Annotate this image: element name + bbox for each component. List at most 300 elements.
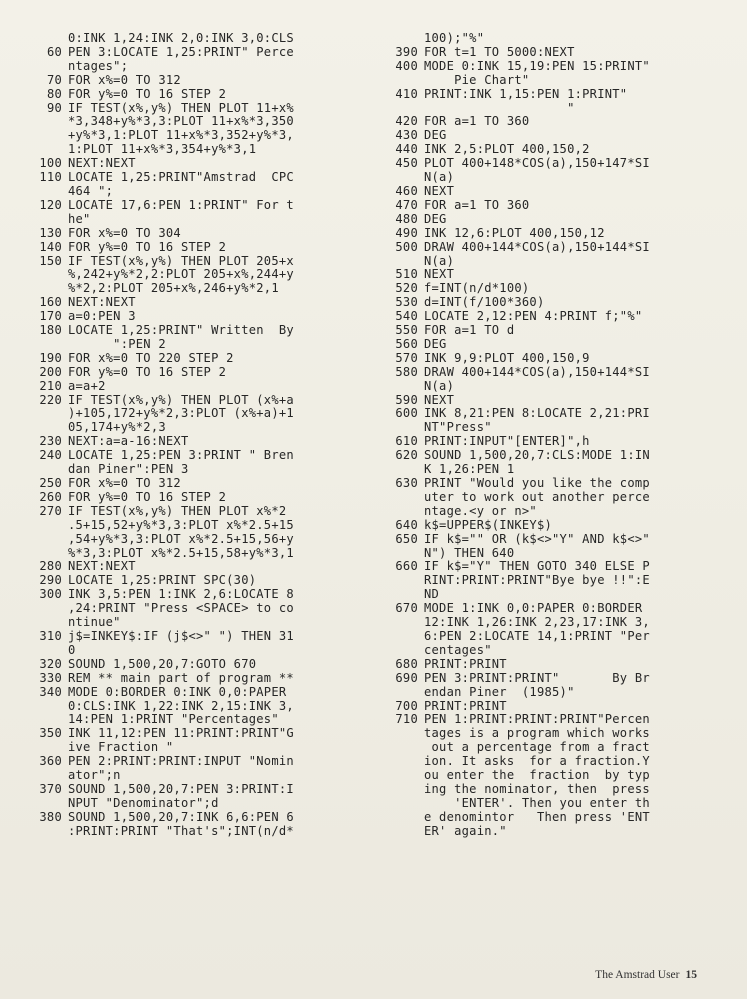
code-text: SOUND 1,500,20,7:GOTO 670 <box>68 656 257 671</box>
line-number <box>26 519 68 533</box>
code-text: LOCATE 17,6:PEN 1:PRINT" For t <box>68 197 294 212</box>
code-line <box>26 713 356 727</box>
code-line <box>382 713 712 727</box>
line-number: 210 <box>39 378 62 393</box>
line-number: 630 <box>395 476 418 490</box>
code-line <box>26 115 356 129</box>
code-line <box>26 88 356 102</box>
code-line <box>26 477 356 491</box>
code-line <box>26 519 356 533</box>
code-text: ou enter the fraction by typ <box>424 768 650 783</box>
line-number <box>26 213 68 227</box>
line-number: 600 <box>395 406 418 421</box>
code-text: DRAW 400+144*COS(a),150+144*SI <box>424 239 650 254</box>
line-number <box>382 825 424 839</box>
code-text: NT"Press" <box>424 420 492 435</box>
code-line <box>26 199 356 213</box>
code-text: REM ** main part of program ** <box>68 670 294 685</box>
line-number: 480 <box>395 211 418 226</box>
code-text: K 1,26:PEN 1 <box>424 462 515 477</box>
code-text: PRINT:PRINT <box>424 698 507 713</box>
code-line <box>26 574 356 588</box>
code-text: IF TEST(x%,y%) THEN PLOT x%*2 <box>68 503 287 518</box>
code-line <box>382 115 712 129</box>
line-number: 540 <box>395 309 418 324</box>
code-line <box>382 644 712 658</box>
code-line <box>26 547 356 561</box>
line-number <box>26 129 68 143</box>
line-number: 570 <box>395 350 418 365</box>
line-number <box>382 811 424 825</box>
code-line <box>382 741 712 755</box>
code-text: :PRINT:PRINT "That's";INT(n/d* <box>68 823 294 838</box>
line-number <box>26 421 68 435</box>
line-number <box>26 713 68 727</box>
code-line <box>26 741 356 755</box>
publication-name: The Amstrad User <box>595 969 680 981</box>
code-line <box>382 157 712 171</box>
code-line <box>382 46 712 60</box>
line-number: 500 <box>395 239 418 254</box>
code-text: NEXT:a=a-16:NEXT <box>68 434 189 449</box>
code-text: PEN 2:PRINT:PRINT:INPUT "Nomin <box>68 754 294 769</box>
code-line <box>382 672 712 686</box>
code-text: endan Piner (1985)" <box>424 684 575 699</box>
line-number: 280 <box>39 559 62 574</box>
code-line <box>26 60 356 74</box>
code-line <box>382 491 712 505</box>
code-line <box>26 630 356 644</box>
code-line <box>382 533 712 547</box>
code-text: PEN 1:PRINT:PRINT:PRINT"Percen <box>424 712 650 727</box>
code-line <box>26 769 356 783</box>
code-line <box>26 32 356 46</box>
code-text: ,54+y%*3,3:PLOT x%*2.5+15,56+y <box>68 531 294 546</box>
code-line <box>26 310 356 324</box>
code-text: NPUT "Denominator";d <box>68 795 219 810</box>
code-line <box>26 602 356 616</box>
line-number <box>382 783 424 797</box>
line-number <box>382 755 424 769</box>
code-text: ing the nominator, then press <box>424 781 650 796</box>
line-number <box>382 588 424 602</box>
line-number: 200 <box>39 364 62 379</box>
line-number: 290 <box>39 573 62 588</box>
code-line <box>382 129 712 143</box>
line-number: 470 <box>395 197 418 212</box>
code-text: FOR x%=0 TO 312 <box>68 476 181 490</box>
line-number <box>26 769 68 783</box>
line-number: 640 <box>395 517 418 532</box>
code-line <box>382 60 712 74</box>
line-number: 430 <box>395 128 418 143</box>
line-number <box>382 797 424 811</box>
code-text: %,242+y%*2,2:PLOT 205+x%,244+y <box>68 267 294 282</box>
code-text: ntage.<y or n>" <box>424 503 537 518</box>
line-number <box>382 102 424 116</box>
line-number: 450 <box>395 156 418 171</box>
line-number <box>382 574 424 588</box>
code-line <box>26 686 356 700</box>
code-line <box>26 366 356 380</box>
code-text: ND <box>424 587 440 602</box>
code-line <box>26 171 356 185</box>
line-number: 680 <box>395 656 418 671</box>
code-line <box>382 602 712 616</box>
code-line <box>26 352 356 366</box>
code-text: ,24:PRINT "Press <SPACE> to co <box>68 601 294 616</box>
line-number: 590 <box>395 392 418 407</box>
line-number: 400 <box>395 58 418 73</box>
line-number: 560 <box>395 336 418 351</box>
code-text: ER' again." <box>424 823 507 838</box>
code-line <box>26 255 356 269</box>
code-text: NEXT <box>424 183 455 198</box>
code-line <box>382 463 712 477</box>
code-text: FOR x%=0 TO 304 <box>68 225 181 240</box>
code-line <box>382 686 712 700</box>
code-text: PRINT:INPUT"[ENTER]",h <box>424 434 590 449</box>
code-text: INK 9,9:PLOT 400,150,9 <box>424 350 590 365</box>
line-number <box>382 380 424 394</box>
code-text: FOR a=1 TO d <box>424 323 515 338</box>
line-number: 510 <box>395 267 418 282</box>
code-line <box>382 185 712 199</box>
code-line <box>26 533 356 547</box>
code-text: INK 3,5:PEN 1:INK 2,6:LOCATE 8 <box>68 587 294 602</box>
code-text: NEXT <box>424 267 455 282</box>
code-line <box>382 338 712 352</box>
code-text: INK 11,12:PEN 11:PRINT:PRINT"G <box>68 726 294 741</box>
line-number: 410 <box>395 86 418 101</box>
line-number: 690 <box>395 670 418 685</box>
line-number <box>382 255 424 269</box>
line-number: 460 <box>395 183 418 198</box>
code-line <box>26 102 356 116</box>
line-number <box>382 74 424 88</box>
code-line <box>382 825 712 839</box>
code-line <box>26 324 356 338</box>
line-number <box>26 407 68 421</box>
code-line <box>382 255 712 269</box>
code-line <box>26 296 356 310</box>
code-text: DEG <box>424 211 447 226</box>
code-text: LOCATE 1,25:PRINT SPC(30) <box>68 573 257 588</box>
code-line <box>26 143 356 157</box>
code-line <box>382 658 712 672</box>
code-line <box>26 588 356 602</box>
code-line <box>382 755 712 769</box>
code-text: dan Piner":PEN 3 <box>68 462 189 477</box>
code-line <box>26 825 356 839</box>
code-text: )+105,172+y%*2,3:PLOT (x%+a)+1 <box>68 406 294 421</box>
code-text: PEN 3:PRINT:PRINT" By Br <box>424 670 650 685</box>
line-number <box>382 630 424 644</box>
line-number: 530 <box>395 295 418 310</box>
code-line <box>26 672 356 686</box>
line-number: 310 <box>39 628 62 643</box>
code-text: FOR t=1 TO 5000:NEXT <box>424 44 575 59</box>
code-line <box>26 268 356 282</box>
line-number <box>382 171 424 185</box>
line-number <box>382 727 424 741</box>
code-text: INK 12,6:PLOT 400,150,12 <box>424 225 605 240</box>
code-text: IF TEST(x%,y%) THEN PLOT 11+x% <box>68 100 294 115</box>
line-number <box>26 282 68 296</box>
right-code-column <box>382 32 712 839</box>
code-text: 6:PEN 2:LOCATE 14,1:PRINT "Per <box>424 628 650 643</box>
code-text: N") THEN 640 <box>424 545 515 560</box>
code-text: NEXT:NEXT <box>68 559 136 574</box>
line-number <box>382 491 424 505</box>
code-text: *3,348+y%*3,3:PLOT 11+x%*3,350 <box>68 114 294 129</box>
code-text: RINT:PRINT:PRINT"Bye bye !!":E <box>424 573 650 588</box>
code-line <box>382 32 712 46</box>
code-text: ion. It asks for a fraction.Y <box>424 754 650 769</box>
line-number <box>26 185 68 199</box>
code-text: 05,174+y%*2,3 <box>68 420 166 435</box>
line-number <box>382 505 424 519</box>
line-number <box>382 686 424 700</box>
code-text: INK 2,5:PLOT 400,150,2 <box>424 142 590 157</box>
code-text: INK 8,21:PEN 8:LOCATE 2,21:PRI <box>424 406 650 421</box>
code-line <box>382 797 712 811</box>
code-line <box>382 435 712 449</box>
code-text: PRINT:PRINT <box>424 656 507 671</box>
line-number <box>382 421 424 435</box>
code-line <box>382 477 712 491</box>
line-number: 350 <box>39 726 62 741</box>
code-text: k$=UPPER$(INKEY$) <box>424 517 553 532</box>
left-code-column <box>26 32 356 839</box>
code-text: Pie Chart" <box>424 72 530 87</box>
line-number: 90 <box>46 100 62 115</box>
code-text: uter to work out another perce <box>424 489 650 504</box>
code-text: MODE 0:INK 15,19:PEN 15:PRINT" <box>424 58 650 73</box>
code-text: %*3,3:PLOT x%*2.5+15,58+y%*3,1 <box>68 545 294 560</box>
code-line <box>382 588 712 602</box>
code-text: e denomintor Then press 'ENT <box>424 809 650 824</box>
line-number: 380 <box>39 809 62 824</box>
line-number: 250 <box>39 476 62 490</box>
code-line <box>26 491 356 505</box>
code-line <box>26 129 356 143</box>
line-number: 550 <box>395 323 418 338</box>
code-text: 100);"%" <box>424 31 485 45</box>
line-number: 440 <box>395 142 418 157</box>
page-number: 15 <box>685 969 697 981</box>
code-text: PRINT:INK 1,15:PEN 1:PRINT" <box>424 86 628 101</box>
code-line <box>26 811 356 825</box>
code-text: LOCATE 1,25:PRINT"Amstrad CPC <box>68 170 294 185</box>
line-number <box>26 143 68 157</box>
code-line <box>26 700 356 714</box>
code-text: 464 "; <box>68 183 114 198</box>
line-number: 100 <box>39 156 62 171</box>
line-number: 160 <box>39 295 62 310</box>
code-line <box>26 394 356 408</box>
code-text: N(a) <box>424 170 455 185</box>
code-line <box>26 560 356 574</box>
code-text: j$=INKEY$:IF (j$<>" ") THEN 31 <box>68 628 294 643</box>
code-line <box>382 519 712 533</box>
line-number: 520 <box>395 281 418 296</box>
code-line <box>382 74 712 88</box>
code-line <box>26 185 356 199</box>
line-number <box>26 547 68 561</box>
line-number: 260 <box>39 489 62 504</box>
code-line <box>382 421 712 435</box>
line-number: 710 <box>395 712 418 727</box>
code-line <box>26 797 356 811</box>
code-line <box>382 324 712 338</box>
code-line <box>382 505 712 519</box>
code-line <box>382 366 712 380</box>
line-number: 420 <box>395 114 418 129</box>
line-number <box>26 338 68 352</box>
code-text: IF k$="" OR (k$<>"Y" AND k$<>" <box>424 531 650 546</box>
code-line <box>382 199 712 213</box>
line-number <box>26 700 68 714</box>
code-line <box>26 407 356 421</box>
code-line <box>382 310 712 324</box>
code-line <box>26 755 356 769</box>
line-number: 270 <box>39 503 62 518</box>
code-text: IF TEST(x%,y%) THEN PLOT 205+x <box>68 253 294 268</box>
code-text: ator";n <box>68 768 121 783</box>
code-line <box>26 74 356 88</box>
code-line <box>26 727 356 741</box>
code-line <box>26 227 356 241</box>
line-number <box>26 115 68 129</box>
code-line <box>382 241 712 255</box>
line-number: 120 <box>39 197 62 212</box>
line-number <box>382 769 424 783</box>
line-number: 60 <box>46 44 62 59</box>
line-number: 170 <box>39 309 62 324</box>
line-number <box>382 644 424 658</box>
code-line <box>26 213 356 227</box>
code-line <box>26 505 356 519</box>
code-line <box>382 574 712 588</box>
code-text: LOCATE 1,25:PEN 3:PRINT " Bren <box>68 448 294 463</box>
line-number: 490 <box>395 225 418 240</box>
code-text: %*2,2:PLOT 205+x%,246+y%*2,1 <box>68 281 279 296</box>
code-line <box>382 227 712 241</box>
code-text: ntages"; <box>68 58 129 73</box>
code-text: a=0:PEN 3 <box>68 309 136 324</box>
line-number <box>382 547 424 561</box>
line-number <box>26 741 68 755</box>
line-number <box>382 616 424 630</box>
code-text: PEN 3:LOCATE 1,25:PRINT" Perce <box>68 44 294 59</box>
code-text: NEXT:NEXT <box>68 295 136 310</box>
line-number: 230 <box>39 434 62 449</box>
code-text: FOR y%=0 TO 16 STEP 2 <box>68 364 227 379</box>
line-number: 610 <box>395 434 418 449</box>
code-line <box>382 352 712 366</box>
code-text: SOUND 1,500,20,7:INK 6,6:PEN 6 <box>68 809 294 824</box>
code-line <box>382 449 712 463</box>
code-line <box>382 616 712 630</box>
code-line <box>26 616 356 630</box>
code-text: FOR y%=0 TO 16 STEP 2 <box>68 86 227 101</box>
code-line <box>26 644 356 658</box>
code-line <box>382 547 712 561</box>
code-line <box>382 171 712 185</box>
code-text: FOR y%=0 TO 16 STEP 2 <box>68 489 227 504</box>
line-number <box>382 741 424 755</box>
code-text: N(a) <box>424 378 455 393</box>
code-text: FOR y%=0 TO 16 STEP 2 <box>68 239 227 254</box>
code-line <box>382 407 712 421</box>
code-line <box>26 658 356 672</box>
line-number <box>26 644 68 658</box>
page-footer <box>595 969 697 981</box>
line-number: 700 <box>395 698 418 713</box>
code-text: he" <box>68 211 91 226</box>
line-number: 110 <box>39 170 62 185</box>
code-text: 14:PEN 1:PRINT "Percentages" <box>68 712 279 727</box>
line-number <box>26 32 68 46</box>
line-number: 140 <box>39 239 62 254</box>
line-number: 180 <box>39 323 62 338</box>
line-number <box>382 463 424 477</box>
code-text: 0:INK 1,24:INK 2,0:INK 3,0:CLS <box>68 31 294 45</box>
line-number: 580 <box>395 364 418 379</box>
code-line <box>382 213 712 227</box>
code-text: LOCATE 1,25:PRINT" Written By <box>68 323 294 338</box>
code-line <box>26 282 356 296</box>
line-number: 320 <box>39 656 62 671</box>
code-line <box>382 296 712 310</box>
line-number: 660 <box>395 559 418 574</box>
code-text: +y%*3,1:PLOT 11+x%*3,352+y%*3, <box>68 128 294 143</box>
code-text: IF TEST(x%,y%) THEN PLOT (x%+a <box>68 392 294 407</box>
code-text: LOCATE 2,12:PEN 4:PRINT f;"%" <box>424 309 643 324</box>
code-text: FOR a=1 TO 360 <box>424 114 530 129</box>
line-number: 650 <box>395 531 418 546</box>
line-number: 70 <box>46 72 62 87</box>
code-text: " <box>424 100 575 115</box>
code-text: out a percentage from a fract <box>424 740 650 755</box>
code-line <box>382 380 712 394</box>
line-number <box>26 825 68 839</box>
code-text: FOR x%=0 TO 312 <box>68 72 181 87</box>
code-line <box>382 700 712 714</box>
code-line <box>26 421 356 435</box>
code-line <box>26 157 356 171</box>
code-line <box>26 435 356 449</box>
line-number: 390 <box>395 44 418 59</box>
code-text: FOR a=1 TO 360 <box>424 197 530 212</box>
line-number: 80 <box>46 86 62 101</box>
code-text: ntinue" <box>68 615 121 630</box>
line-number: 670 <box>395 601 418 616</box>
line-number: 330 <box>39 670 62 685</box>
code-line <box>382 560 712 574</box>
code-line <box>382 769 712 783</box>
code-text: tages is a program which works <box>424 726 650 741</box>
line-number <box>26 533 68 547</box>
line-number: 340 <box>39 684 62 699</box>
code-line <box>382 268 712 282</box>
line-number: 150 <box>39 253 62 268</box>
line-number <box>26 268 68 282</box>
code-text: NEXT <box>424 392 455 407</box>
code-line <box>382 630 712 644</box>
code-line <box>26 380 356 394</box>
